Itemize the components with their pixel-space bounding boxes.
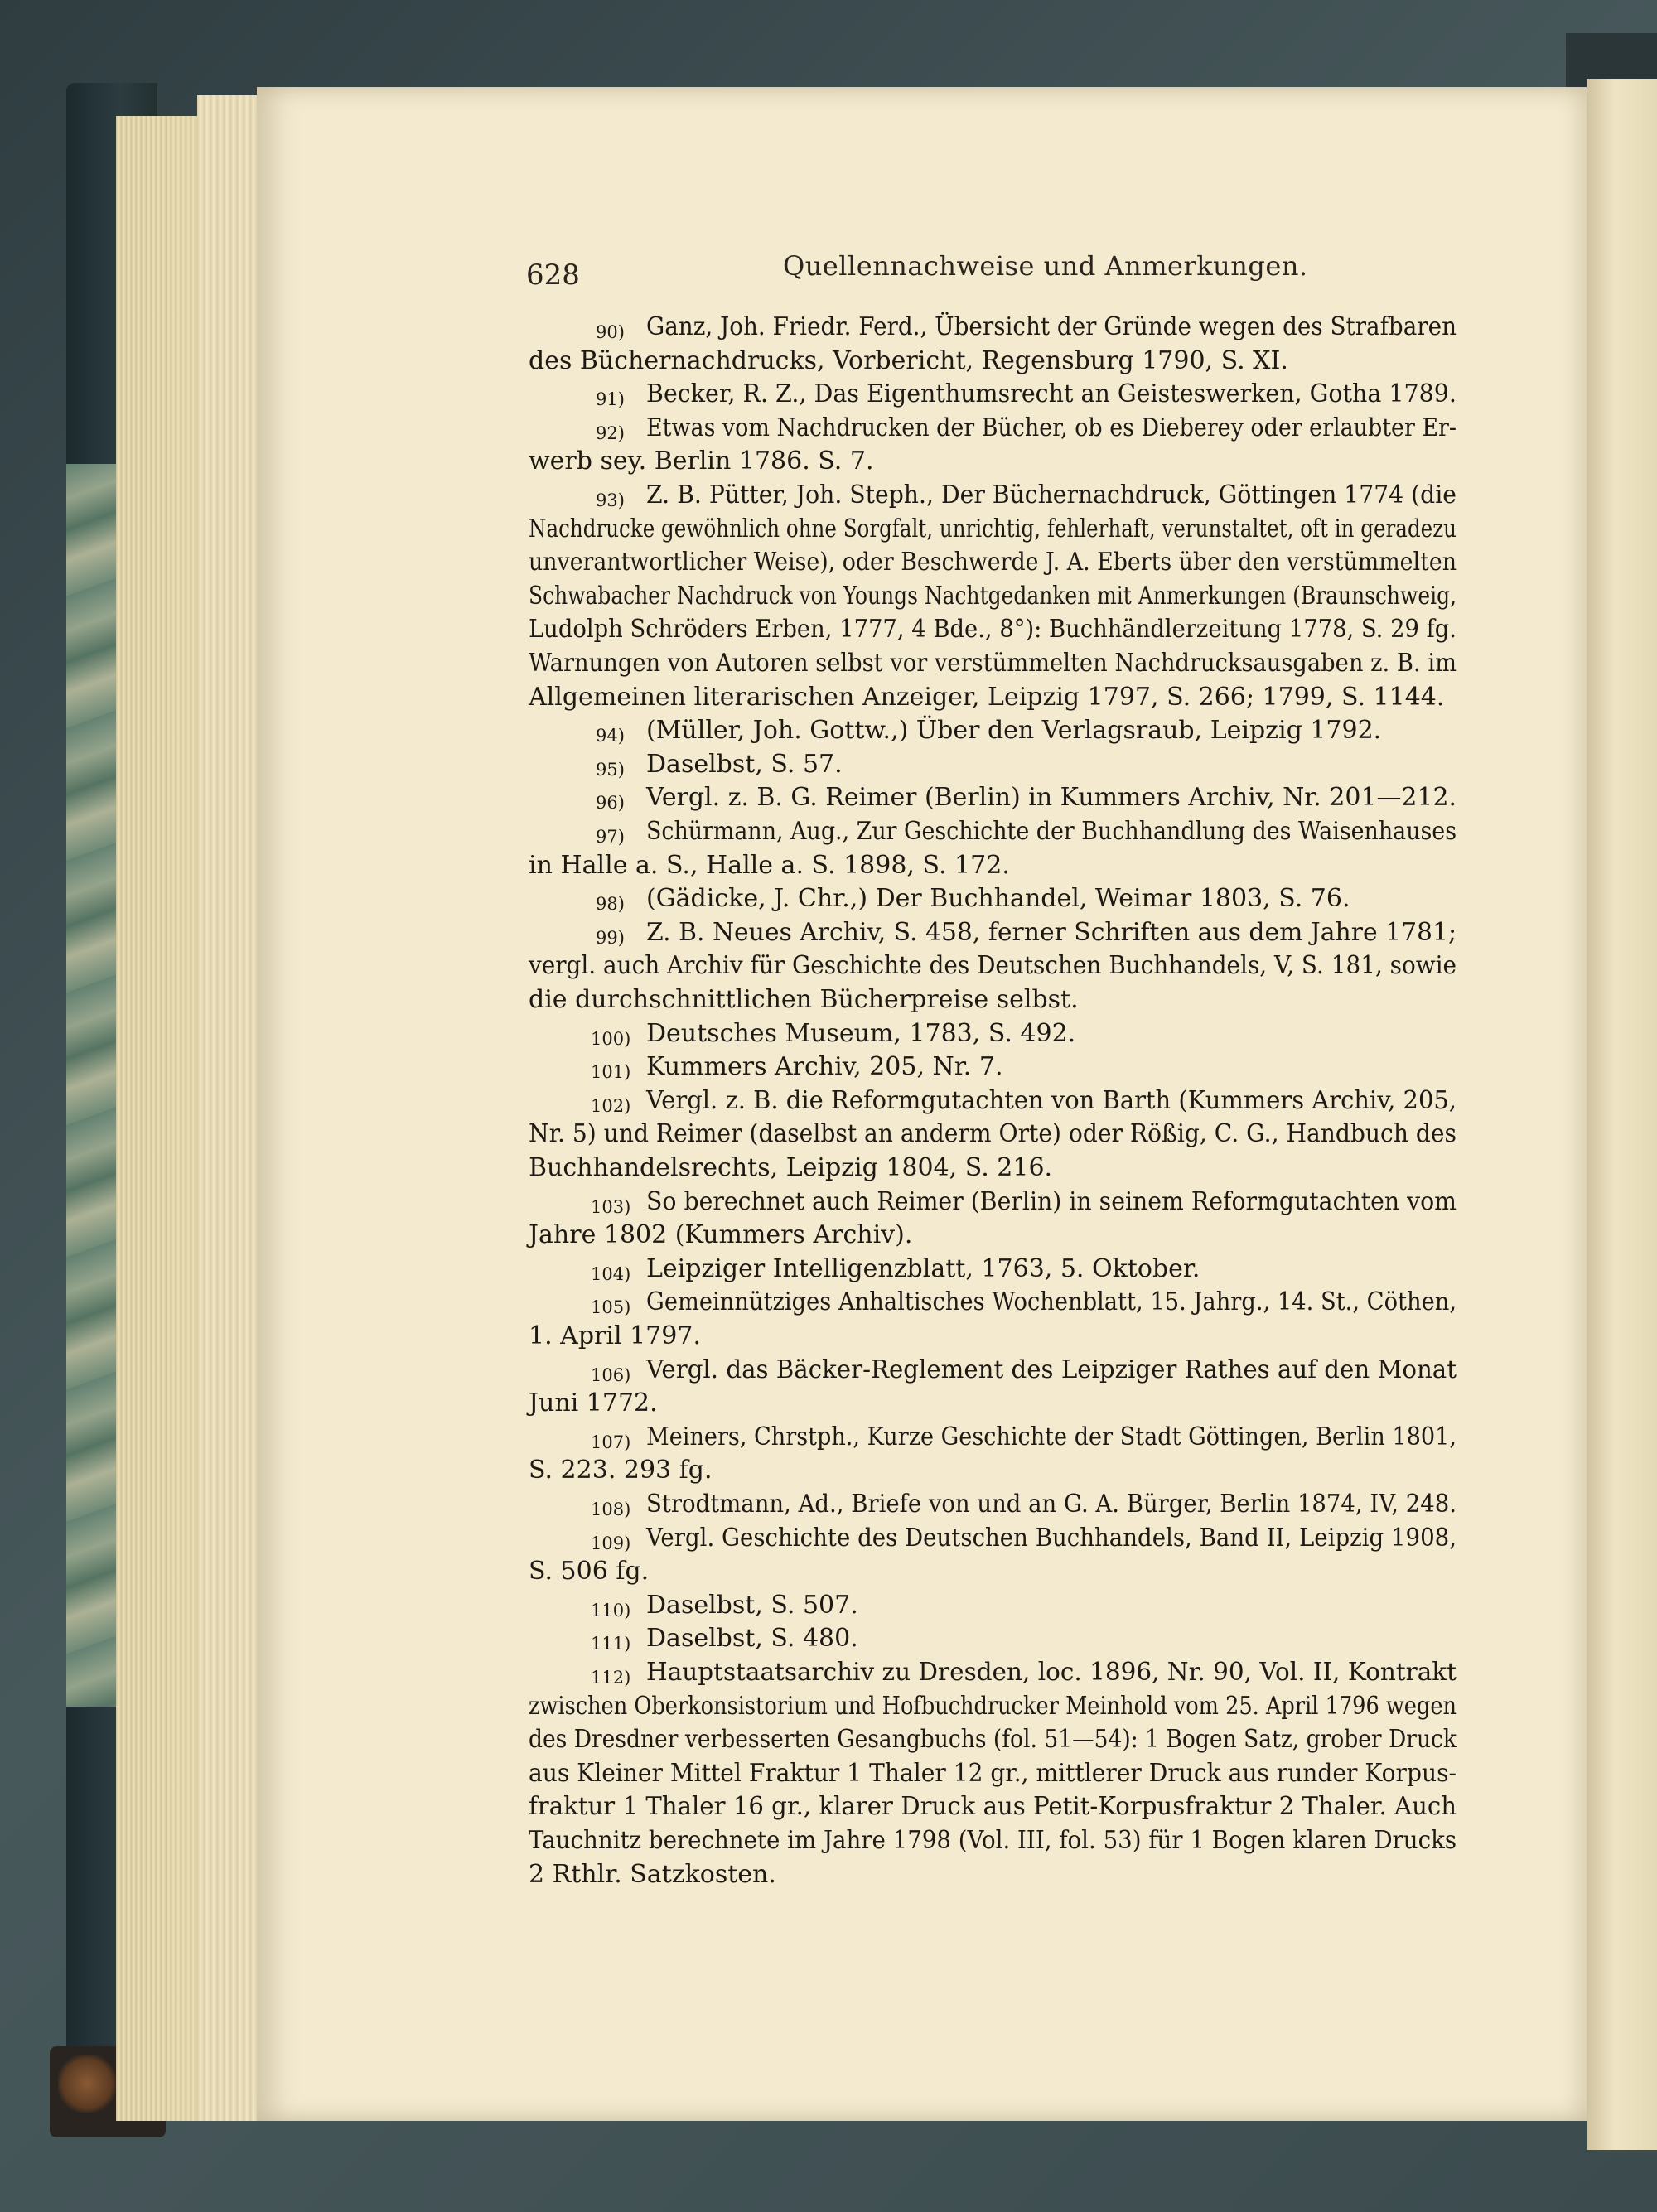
- footnote-number: 103): [591, 1196, 631, 1217]
- footnote-text: (Gädicke, J. Chr.,) Der Buchhandel, Weimar 1803, S. 76.: [646, 884, 1350, 914]
- footnote-text: Leipziger Intelligenzblatt, 1763, 5. Oktober.: [646, 1253, 1200, 1283]
- rust-stain: [58, 2055, 116, 2113]
- footnote-number: 110): [591, 1600, 631, 1620]
- footnote-text: Vergl. Geschichte des Deutschen Buchhandels, Band II, Leipzig 1908,: [646, 1523, 1457, 1553]
- footnote-text: (Müller, Joh. Gottw.,) Über den Verlagsraub, Leipzig 1792.: [646, 716, 1382, 746]
- footnote-text: Daselbst, S. 480.: [646, 1624, 858, 1654]
- footnote-text-continued: Allgemeinen literarischen Anzeiger, Leipzig 1797, S. 266; 1799, S. 1144.: [529, 682, 1445, 712]
- footnote-text: Vergl. das Bäcker-Reglement des Leipziger Rathes auf den Monat: [646, 1355, 1457, 1384]
- footnote-text: Schürmann, Aug., Zur Geschichte der Buchhandlung des Waisenhauses: [646, 817, 1457, 846]
- footnote-number: 100): [591, 1028, 631, 1049]
- footnote-text: Daselbst, S. 507.: [646, 1590, 858, 1620]
- footnote-number: 98): [596, 894, 625, 915]
- footnote-text: Ganz, Joh. Friedr. Ferd., Übersicht der Gründe wegen des Strafbaren: [646, 312, 1457, 341]
- footnote-text-continued: Tauchnitz berechnete im Jahre 1798 (Vol. III, fol. 53) für 1 Bogen klaren Drucks: [529, 1826, 1457, 1855]
- footnote-number: 111): [591, 1634, 631, 1654]
- footnote-number: 99): [596, 927, 625, 948]
- footnote-text-continued: werb sey. Berlin 1786. S. 7.: [529, 447, 874, 476]
- footnote-text: Hauptstaatsarchiv zu Dresden, loc. 1896, Nr. 90, Vol. II, Kontrakt: [646, 1658, 1457, 1687]
- footnote-text-continued: S. 223. 293 fg.: [529, 1456, 713, 1485]
- footnote-number: 101): [591, 1062, 631, 1083]
- footnote-text: Z. B. Pütter, Joh. Steph., Der Büchernachdruck, Göttingen 1774 (die: [646, 481, 1457, 510]
- footnote-number: 94): [596, 726, 625, 746]
- footnote-text-continued: Ludolph Schröders Erben, 1777, 4 Bde., 8°): Buchhändlerzeitung 1778, S. 29 fg.: [529, 615, 1457, 645]
- footnote-text-continued: 2 Rthlr. Satzkosten.: [529, 1859, 776, 1889]
- footnote-number: 106): [591, 1364, 631, 1385]
- footnote-number: 107): [591, 1432, 631, 1452]
- footnote-text: Becker, R. Z., Das Eigenthumsrecht an Geisteswerken, Gotha 1789.: [646, 379, 1457, 409]
- footnote-number: 108): [591, 1500, 631, 1519]
- footnote-text: Daselbst, S. 57.: [646, 749, 843, 779]
- footnote-text-continued: Juni 1772.: [529, 1389, 658, 1418]
- footnote-text-continued: des Dresdner verbesserten Gesangbuchs (fol. 51—54): 1 Bogen Satz, grober Druck: [529, 1725, 1457, 1755]
- footnote-text-continued: Warnungen von Autoren selbst vor verstümmelten Nachdrucksausgaben z. B. im: [529, 649, 1457, 678]
- footnote-text: Meiners, Chrstph., Kurze Geschichte der Stadt Göttingen, Berlin 1801,: [646, 1422, 1457, 1451]
- footnote-text: Gemeinnütziges Anhaltisches Wochenblatt, 15. Jahrg., 14. St., Cöthen,: [646, 1287, 1457, 1317]
- footnote-text-continued: Nachdrucke gewöhnlich ohne Sorgfalt, unrichtig, fehlerhaft, verunstaltet, oft in geradezu: [529, 514, 1457, 543]
- footnote-text: Etwas vom Nachdrucken der Bücher, ob es Dieberey oder erlaubter Er-: [646, 413, 1457, 442]
- footnote-text: Strodtmann, Ad., Briefe von und an G. A. Bürger, Berlin 1874, IV, 248.: [646, 1490, 1457, 1519]
- footnote-text: Z. B. Neues Archiv, S. 458, ferner Schriften aus dem Jahre 1781;: [646, 917, 1457, 947]
- page-edges-inner: [197, 95, 263, 2121]
- footnote-text-continued: 1. April 1797.: [529, 1321, 701, 1350]
- footnote-number: 93): [596, 490, 625, 510]
- footnote-text-continued: des Büchernachdrucks, Vorbericht, Regensburg 1790, S. XI.: [529, 345, 1288, 375]
- facing-page-edge: [1587, 79, 1657, 2150]
- footnote-text-continued: vergl. auch Archiv für Geschichte des Deutschen Buchhandels, V, S. 181, sowie: [529, 951, 1457, 981]
- footnote-number: 91): [596, 389, 625, 410]
- footnote-text-continued: aus Kleiner Mittel Fraktur 1 Thaler 12 gr., mittlerer Druck aus runder Korpus-: [529, 1758, 1457, 1788]
- footnote-number: 95): [596, 759, 625, 780]
- footnote-number: 97): [596, 827, 625, 847]
- footnote-text: So berechnet auch Reimer (Berlin) in seinem Reformgutachten vom: [646, 1186, 1457, 1216]
- footnote-number: 105): [591, 1297, 631, 1318]
- page-number: 628: [526, 258, 580, 292]
- footnote-text-continued: unverantwortlicher Weise), oder Beschwerde J. A. Eberts über den verstümmelten: [529, 548, 1457, 577]
- footnote-number: 112): [591, 1668, 631, 1688]
- page-edges-left: [116, 116, 199, 2121]
- footnote-number: 92): [596, 423, 625, 443]
- footnote-text: Deutsches Museum, 1783, S. 492.: [646, 1018, 1076, 1048]
- footnote-number: 102): [591, 1095, 631, 1116]
- footnote-number: 104): [591, 1263, 631, 1284]
- running-title: Quellennachweise und Anmerkungen.: [783, 250, 1308, 282]
- footnote-text-continued: Schwabacher Nachdruck von Youngs Nachtgedanken mit Anmerkungen (Braunschweig,: [529, 581, 1457, 611]
- footnote-text-continued: Nr. 5) und Reimer (daselbst an anderm Orte) oder Rößig, C. G., Handbuch des: [529, 1119, 1457, 1149]
- footnote-number: 90): [596, 322, 625, 342]
- footnote-text-continued: S. 506 fg.: [529, 1557, 650, 1587]
- marbled-endpaper: [66, 464, 116, 1707]
- footnote-text-continued: in Halle a. S., Halle a. S. 1898, S. 172.: [529, 850, 1010, 880]
- footnote-number: 109): [591, 1533, 631, 1553]
- footnote-text-continued: Buchhandelsrechts, Leipzig 1804, S. 216.: [529, 1153, 1053, 1182]
- footnote-text: Vergl. z. B. die Reformgutachten von Barth (Kummers Archiv, 205,: [646, 1085, 1457, 1115]
- footnote-text: Vergl. z. B. G. Reimer (Berlin) in Kummers Archiv, Nr. 201—212.: [646, 783, 1457, 813]
- footnote-text-continued: zwischen Oberkonsistorium und Hofbuchdrucker Meinhold vom 25. April 1796 wegen: [529, 1691, 1457, 1721]
- footnote-text-continued: fraktur 1 Thaler 16 gr., klarer Druck aus Petit-Korpusfraktur 2 Thaler. Auch: [529, 1792, 1457, 1822]
- footnote-text: Kummers Archiv, 205, Nr. 7.: [646, 1052, 1003, 1082]
- footnote-text-continued: Jahre 1802 (Kummers Archiv).: [529, 1220, 913, 1250]
- footnote-text-continued: die durchschnittlichen Bücherpreise selbst.: [529, 985, 1079, 1014]
- footnote-number: 96): [596, 793, 625, 814]
